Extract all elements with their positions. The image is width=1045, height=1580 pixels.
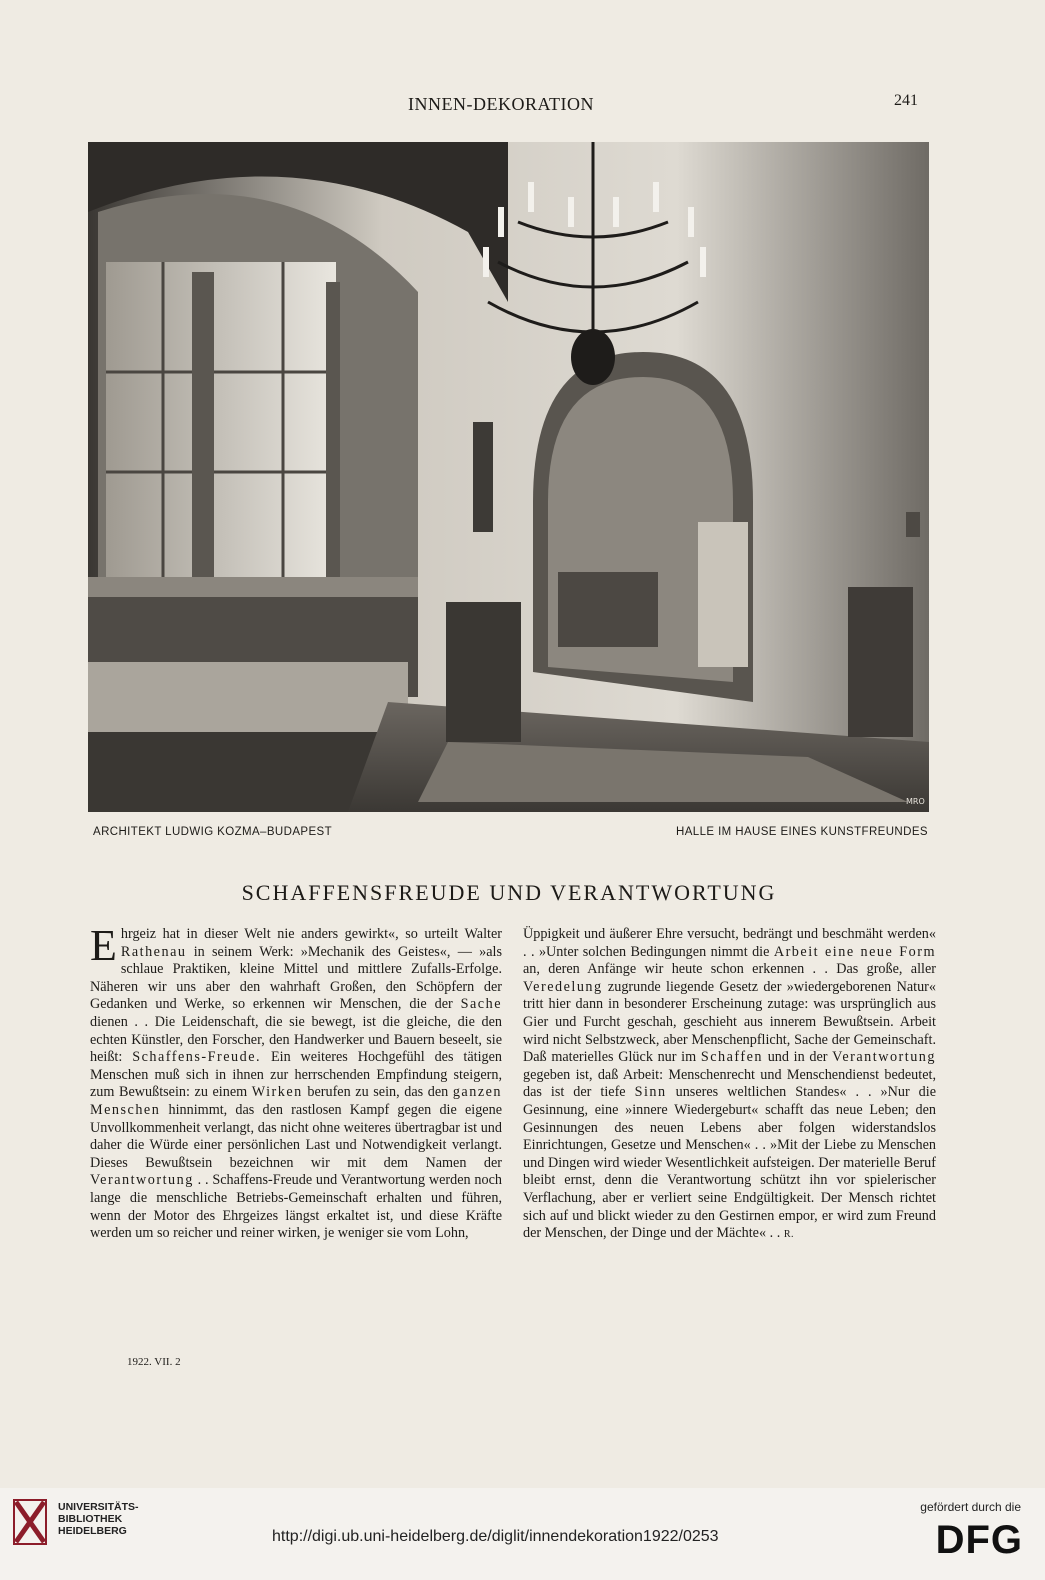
article-column-left [90,921,503,1243]
article-title: SCHAFFENSFREUDE UND VERANTWORTUNG [241,880,777,905]
author-signature: R. [783,1229,794,1241]
funded-by-label: gefördert durch die [920,1500,1021,1514]
permalink-url[interactable]: http://digi.ub.uni-heidelberg.de/diglit/innendekoration1922/0253 [272,1528,719,1545]
photo-illustration [88,142,929,812]
drop-cap: E [90,921,117,970]
running-header: INNEN-DEKORATION [408,94,594,114]
article-paragraph-left: Ehrgeiz hat in dieser Welt nie anders gewirkt«, so urteilt Walter Rathenau in seinem Werk: »Mechanik des Geistes«, — »als schlaue Praktiken, kleine Mittel und mittlere Zufalls-Erfolge. Näheren wir uns aber den wahrhaft Großen, den Schöpfern der Gedanken und Werke, so erkennen wir Menschen, die der Sache dienen . . Die Leidenschaft, die sie bewegt, ist die gleiche, die den echten Künstler, den Forscher, den Handwerker und Bauern beseelt, sie heißt: Schaffens-Freude. Ein weiteres Hochgefühl des tätigen Menschen muß sich in ihnen zur herrschenden Empfindung steigern, zum Bewußtsein: zu einem Wirken berufen zu sein, das den ganzen Menschen hinnimmt, das den rastlosen Kampf gegen die eigene Unvollkommenheit verlangt, das nicht ohne weiteres übertragbar ist und daher die Würde einer persönlichen Last und Notwendigkeit verlangt. Dieses Bewußtsein bezeichnen wir mit dem Namen der Verantwortung . . Schaffens-Freude und Verantwortung werden noch lange die menschliche Betriebs-Gemeinschaft erhalten und führen, wenn der Motor des Ehrgeizes längst erkaltet ist, und diese Kräfte werden um so reicher und reiner wirken, je weniger sie vom Lohn, [90,921,503,1242]
page-number: 241 [894,92,918,109]
interior-hall-photo [88,142,929,812]
issue-signature: 1922. VII. 2 [127,1356,181,1368]
photo-monogram: MRO [906,797,925,806]
article-paragraph-right: Üppigkeit und äußerer Ehre versucht, bedrängt und beschmäht werden« . . »Unter solchen Bedingungen nimmt die Arbeit eine neue Form an, deren Anfänge wir heute schon erkennen . . Das große, aller Veredelung zugrunde liegende Gesetz der »wiedergeborenen Natur« tritt hier dann in besonderer Erscheinung zutage: was ursprünglich aus Gier und Furcht geschah, geschieht aus innerem Bewußtsein. Arbeit wird nicht Selbstzweck, aber Menschenpflicht, Sache der Gemeinschaft. Daß materielles Glück nur im Schaffen und in der Verantwortung gegeben ist, daß Arbeit: Menschenrecht und Menschendienst bedeutet, das ist der tiefe Sinn unseres weltlichen Standes« . . »Nur die Gesinnung, eine »innere Wiedergeburt« schafft das neue Leben; den Gesinnungen des neuen Lebens aber folgen widerstandslos Einrichtungen, Gesetze und Menschen« . . »Mit der Liebe zu Menschen und Dingen wird wieder Wesentlichkeit aufsteigen. Der materielle Beruf bleibt ernst, denn die Verantwortung schützt ihn vor spielerischer Verflachung, aber er verliert seine Endgültigkeit. Der Mensch richtet sich auf und blickt wieder zu den Gestirnen empor, er wird zum Freund der Menschen, der Dinge und der Mächte« . . R. [523,926,936,1242]
university-library-logo-icon [12,1498,48,1546]
digitization-footer [0,1488,1045,1580]
dfg-logo: DFG [935,1518,1023,1562]
caption-room: HALLE IM HAUSE EINES KUNSTFREUNDES [676,826,928,838]
article-column-right [523,926,936,1244]
caption-architect: ARCHITEKT LUDWIG KOZMA–BUDAPEST [93,826,333,838]
library-name: UNIVERSITÄTS- BIBLIOTHEK HEIDELBERG [58,1501,139,1537]
